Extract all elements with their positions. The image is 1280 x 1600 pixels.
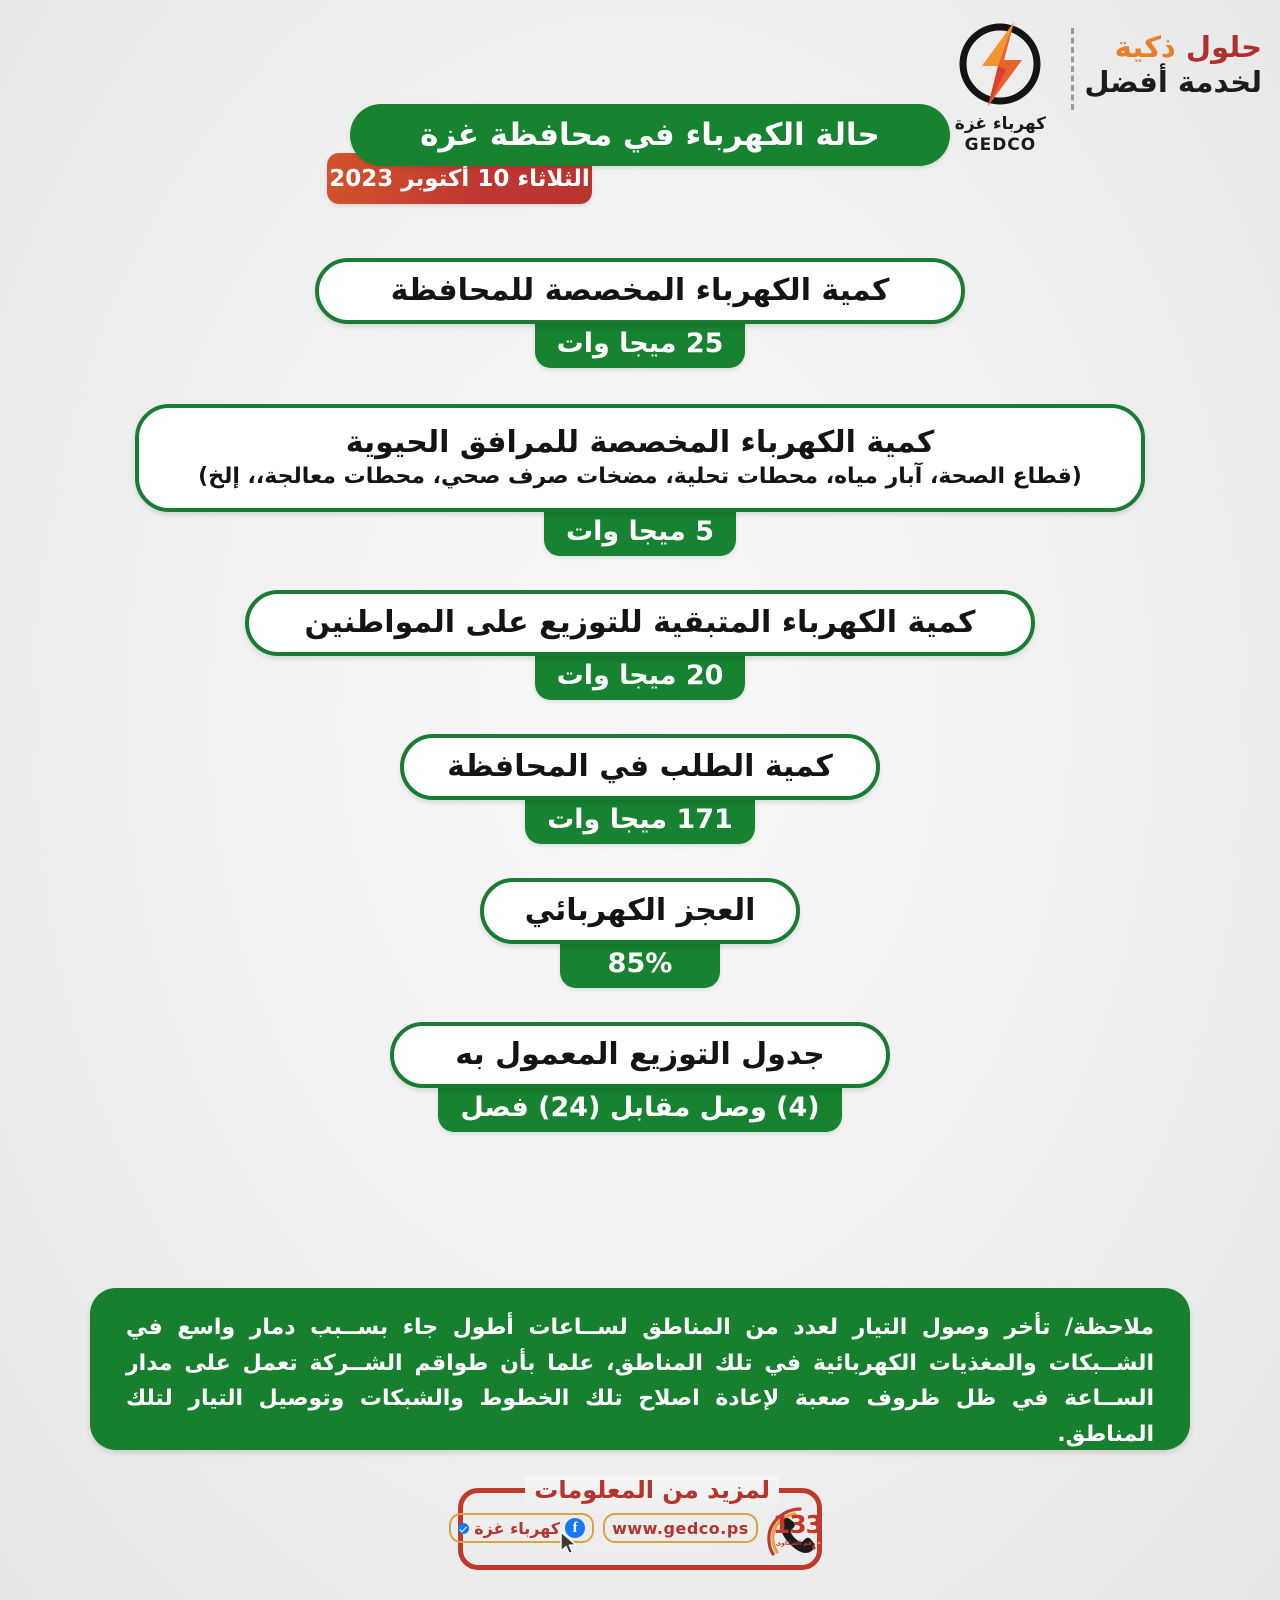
stat-title: جدول التوزيع المعمول به: [455, 1037, 825, 1073]
stat-block: [0, 404, 1280, 556]
stat-title: كمية الكهرباء المخصصة للمرافق الحيوية: [345, 425, 935, 461]
stat-pill: [135, 404, 1145, 512]
logo-name-english: GEDCO: [964, 135, 1037, 155]
tagline-line-2: لخدمة أفضل: [1084, 65, 1262, 100]
stat-pill: [315, 258, 965, 324]
stat-title: كمية الكهرباء المخصصة للمحافظة: [390, 273, 890, 309]
stat-title: العجز الكهربائي: [524, 893, 756, 929]
stat-pill: [400, 734, 880, 800]
footer-frame: [458, 1476, 822, 1570]
facebook-icon: f: [565, 1518, 585, 1538]
stat-block: [0, 1022, 1280, 1132]
stat-value: 20 ميجا وات: [535, 638, 746, 700]
stat-value: (4) وصل مقابل (24) فصل: [438, 1070, 841, 1132]
title-section: [0, 104, 1280, 236]
brand-tagline: [1084, 30, 1262, 101]
tagline-word-smart: ذكية: [1114, 30, 1176, 64]
statistics-stack: [0, 258, 1280, 1132]
stat-block: [0, 258, 1280, 368]
website-label: www.gedco.ps: [612, 1518, 749, 1538]
stat-pill: [245, 590, 1035, 656]
footer-section: [0, 1476, 1280, 1570]
date-badge: الثلاثاء 10 أكتوبر 2023: [327, 153, 592, 204]
stat-pill: [390, 1022, 890, 1088]
tagline-word-solutions: حلول: [1175, 30, 1262, 64]
hotline-number: 133: [772, 1510, 822, 1539]
website-chip[interactable]: [603, 1513, 758, 1543]
stat-title: كمية الكهرباء المتبقية للتوزيع على المواطنين: [304, 605, 976, 641]
hotline-sublabel: رقم الشكاوى: [775, 1540, 816, 1547]
stat-pill: [480, 878, 800, 944]
logo-name-arabic: كهرباء غزة: [954, 114, 1047, 134]
footer-heading: لمزيد من المعلومات: [525, 1476, 779, 1504]
stat-value: 25 ميجا وات: [535, 306, 746, 368]
page-title: حالة الكهرباء في محافظة غزة: [350, 104, 950, 166]
brand-divider: [1071, 28, 1074, 110]
stat-title: كمية الطلب في المحافظة: [447, 749, 833, 785]
stat-block: [0, 734, 1280, 844]
facebook-label: كهرباء غزة: [474, 1518, 561, 1538]
lightning-bolt-in-circle-icon: [954, 18, 1046, 110]
tagline-line-1: [1084, 30, 1262, 65]
mouse-pointer-icon: [559, 1531, 579, 1559]
stat-block: [0, 878, 1280, 988]
hotline-badge[interactable]: [767, 1502, 831, 1558]
verified-badge-icon: [458, 1523, 469, 1534]
stat-value: 85%: [560, 926, 720, 988]
stat-value: 5 ميجا وات: [544, 494, 736, 556]
stat-block: [0, 590, 1280, 700]
footer-contact-items: [449, 1502, 831, 1554]
note-box: ملاحظة/ تأخر وصول التيار لعدد من المناطق لســاعات أطول جاء بســبب دمار واسع في الشــبكات والمغذيات الكهربائية في تلك المناطق، علما بأن طواقم الشــركة تعمل على مدار الســاعة في ظل ظروف صعبة لإعادة اصلاح تلك الخطوط والشبكات وتوصيل التيار لتلك المناطق.: [90, 1288, 1190, 1450]
stat-value: 171 ميجا وات: [525, 782, 755, 844]
stat-subtitle: (قطاع الصحة، آبار مياه، محطات تحلية، مضخات صرف صحي، محطات معالجة،، إلخ): [198, 464, 1082, 490]
